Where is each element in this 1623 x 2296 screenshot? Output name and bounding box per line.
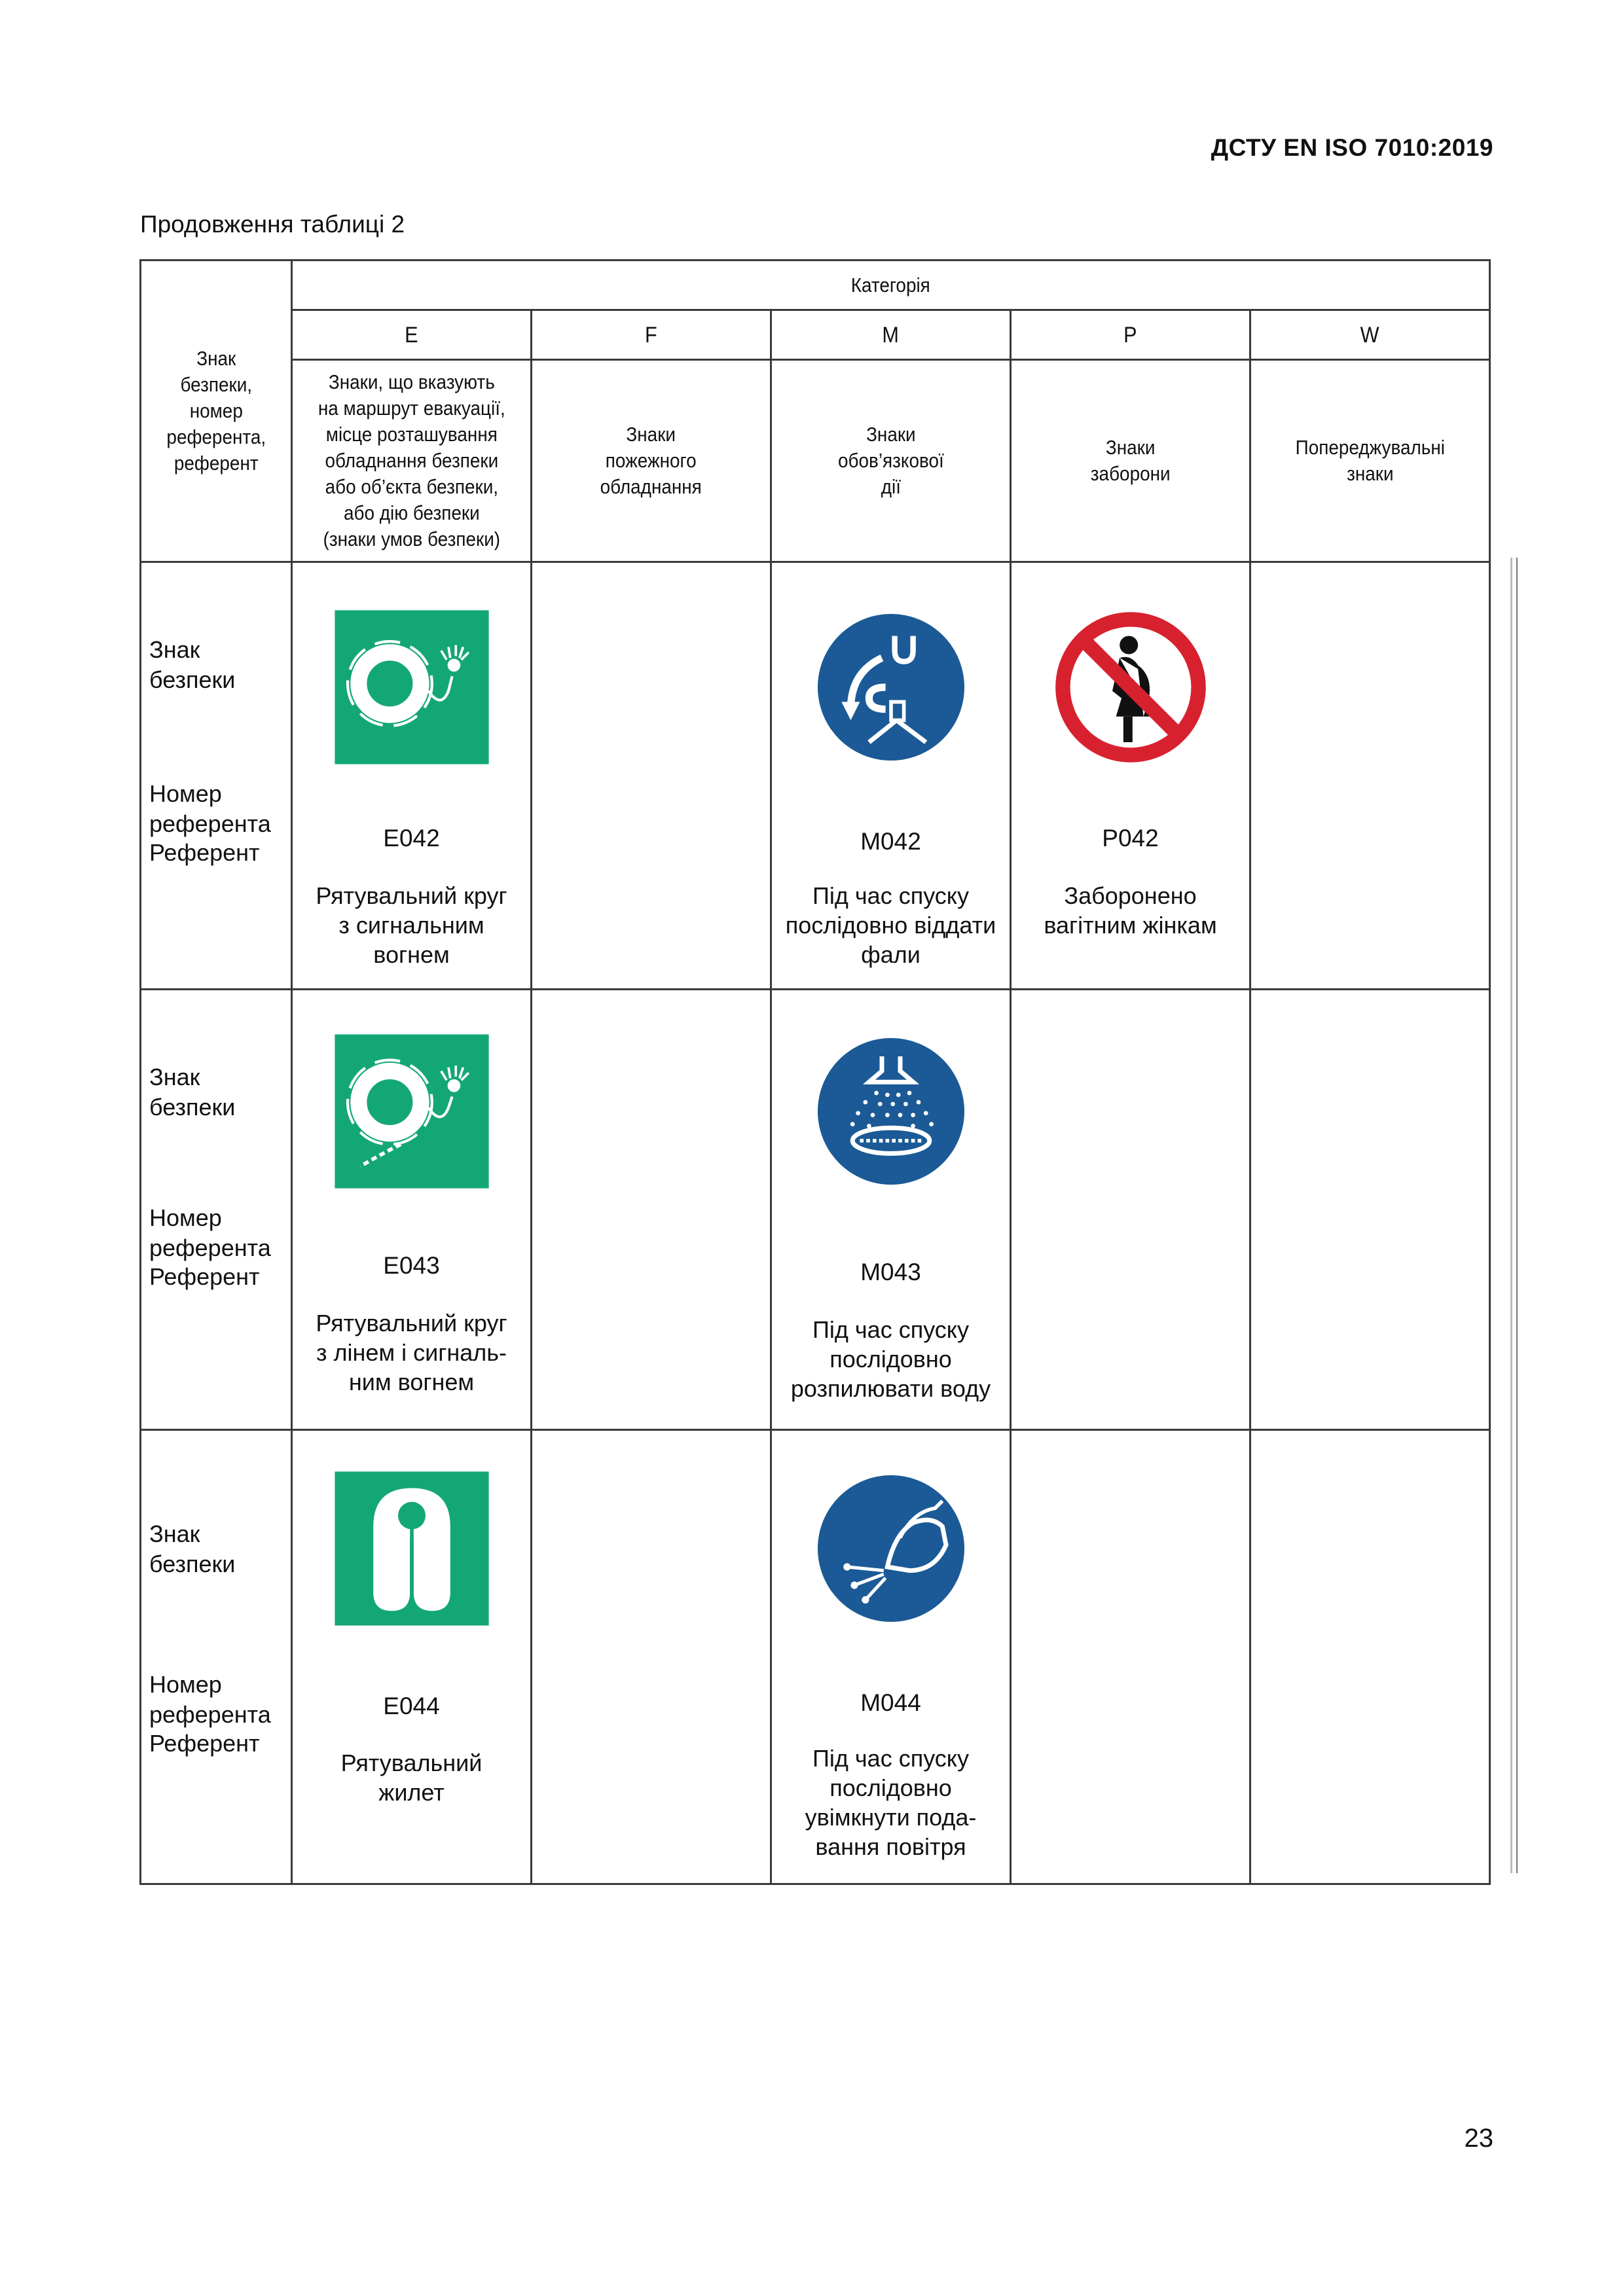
label-ref-number: Номер референта xyxy=(149,780,271,837)
row-labels xyxy=(141,1430,292,1884)
ref-number: E044 xyxy=(383,1693,440,1719)
sign-e044 xyxy=(292,1430,532,1884)
lifebuoy-with-line-and-light-icon xyxy=(320,1020,503,1203)
ref-number: M043 xyxy=(860,1259,921,1285)
sign-cell-w-empty xyxy=(1250,990,1490,1430)
referent-name: Рятувальний круг з лінем і сигналь- ним вогнем xyxy=(316,1310,507,1395)
category-letter-f: F xyxy=(532,310,771,360)
category-header: Категорія xyxy=(292,260,1490,310)
label-sign: Знак безпеки xyxy=(149,636,236,693)
referent-name: Заборонено вагітним жінкам xyxy=(1044,882,1217,939)
category-letter-e: E xyxy=(292,310,532,360)
table-row xyxy=(141,990,1490,1430)
category-letter-p: P xyxy=(1011,310,1250,360)
referent-name: Під час спуску послідовно увімкнути пода- вання повітря xyxy=(805,1745,977,1860)
table-caption: Продовження таблиці 2 xyxy=(140,211,405,238)
sign-e043 xyxy=(292,990,532,1430)
referent-name: Під час спуску послідовно віддати фали xyxy=(785,882,996,968)
lifebuoy-with-light-icon xyxy=(320,596,503,779)
sign-cell-f-empty xyxy=(532,990,771,1430)
sign-cell-w-empty xyxy=(1250,562,1490,990)
label-referent: Референт xyxy=(149,1263,260,1290)
no-pregnant-women-icon xyxy=(1039,596,1222,779)
sign-cell-p-empty xyxy=(1011,990,1250,1430)
category-desc-w: Попереджувальні знаки xyxy=(1250,360,1490,562)
category-desc-p: Знаки заборони xyxy=(1011,360,1250,562)
air-supply-icon xyxy=(799,1457,983,1640)
label-referent: Референт xyxy=(149,1730,260,1757)
margin-change-bar xyxy=(1510,558,1512,1873)
category-desc-m: Знаки обов’язкової дії xyxy=(771,360,1011,562)
standard-code: ДСТУ EN ISO 7010:2019 xyxy=(1211,134,1493,161)
sign-cell-f-empty xyxy=(532,1430,771,1884)
sign-cell-f-empty xyxy=(532,562,771,990)
sign-p042 xyxy=(1011,562,1250,990)
row-labels xyxy=(141,562,292,990)
label-sign: Знак безпеки xyxy=(149,1520,236,1577)
row-header-text: Знак безпеки, номер референта, референт xyxy=(166,347,266,475)
category-letter-w: W xyxy=(1250,310,1490,360)
referent-name: Рятувальний круг з сигнальним вогнем xyxy=(316,882,507,968)
sign-m042 xyxy=(771,562,1011,990)
page-number: 23 xyxy=(1464,2124,1493,2153)
ref-number: M044 xyxy=(860,1689,921,1716)
ref-number: M042 xyxy=(860,828,921,855)
sign-cell-w-empty xyxy=(1250,1430,1490,1884)
lifejacket-icon xyxy=(320,1457,503,1640)
referent-name: Під час спуску послідовно розпилювати воду xyxy=(790,1316,991,1402)
safety-signs-table xyxy=(139,259,1491,1885)
ref-number: E043 xyxy=(383,1252,440,1279)
label-ref-number: Номер референта xyxy=(149,1204,271,1261)
label-referent: Референт xyxy=(149,839,260,866)
sign-cell-p-empty xyxy=(1011,1430,1250,1884)
label-ref-number: Номер референта xyxy=(149,1671,271,1728)
margin-change-bar xyxy=(1516,558,1518,1873)
sign-m043 xyxy=(771,990,1011,1430)
row-labels xyxy=(141,990,292,1430)
sign-m044 xyxy=(771,1430,1011,1884)
category-letter-m: M xyxy=(771,310,1011,360)
release-falls-icon xyxy=(799,596,983,779)
row-header-cell xyxy=(141,260,292,562)
ref-number: E042 xyxy=(383,825,440,852)
label-sign: Знак безпеки xyxy=(149,1064,236,1121)
category-desc-e: Знаки, що вказують на маршрут евакуації, місце розташування обладнання безпеки або об’єкта безпеки, або дію безпеки (знаки умов безпеки) xyxy=(292,360,532,562)
referent-name: Рятувальний жилет xyxy=(340,1749,483,1806)
sign-e042 xyxy=(292,562,532,990)
table-row xyxy=(141,1430,1490,1884)
water-spray-icon xyxy=(799,1020,983,1203)
category-desc-f: Знаки пожежного обладнання xyxy=(532,360,771,562)
table-row xyxy=(141,562,1490,990)
ref-number: P042 xyxy=(1102,825,1159,852)
